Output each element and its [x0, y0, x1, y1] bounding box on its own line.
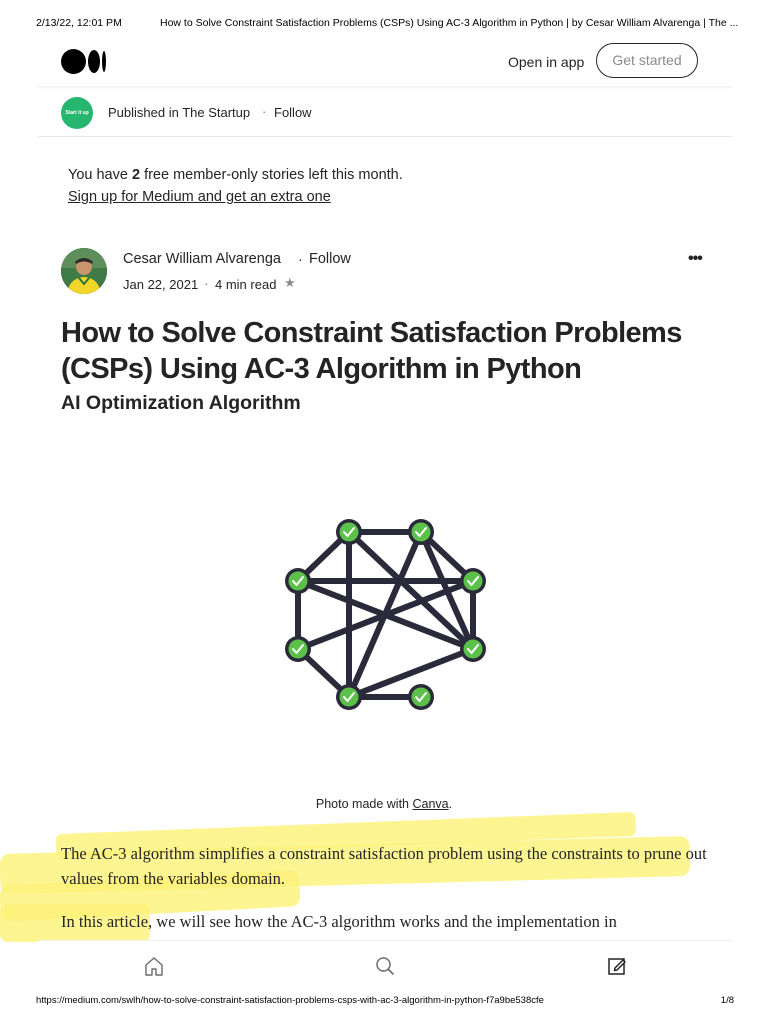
follow-author-link[interactable]: Follow	[309, 251, 351, 267]
graph-node-check-icon	[285, 568, 311, 594]
publication-logo[interactable]: Start it up	[61, 97, 93, 129]
article-subtitle: AI Optimization Algorithm	[61, 392, 301, 414]
separator-dot: ·	[262, 104, 267, 119]
top-navigation-bar	[36, 40, 734, 86]
article-hero-image	[270, 505, 500, 720]
print-datetime: 2/13/22, 12:01 PM	[36, 17, 122, 29]
graph-node-check-icon	[460, 636, 486, 662]
print-doc-title: How to Solve Constraint Satisfaction Problems (CSPs) Using AC-3 Algorithm in Python | by Cesar William Alvarenga | The ...	[160, 17, 739, 29]
medium-logo[interactable]	[61, 49, 107, 75]
print-header	[0, 0, 768, 34]
follow-publication-link[interactable]: Follow	[274, 105, 312, 120]
print-footer	[0, 995, 768, 1015]
print-page-number: 1/8	[720, 995, 734, 1006]
graph-node-check-icon	[408, 519, 434, 545]
graph-node-check-icon	[460, 568, 486, 594]
graph-node-check-icon	[408, 684, 434, 710]
home-icon[interactable]	[143, 955, 165, 977]
image-caption: Photo made with Canva.	[315, 797, 453, 811]
star-icon: ★	[284, 275, 296, 290]
published-in-label[interactable]: Published in The Startup	[108, 105, 251, 120]
bottom-navigation	[38, 940, 732, 990]
graph-node-check-icon	[285, 636, 311, 662]
print-url: https://medium.com/swlh/how-to-solve-constraint-satisfaction-problems-csps-with-ac-3-algorithm-in-python-f7a9be538cfe	[36, 995, 544, 1006]
publish-date: Jan 22, 2021	[123, 277, 199, 292]
free-stories-count: 2	[131, 167, 141, 183]
signup-link[interactable]: Sign up for Medium and get an extra one	[68, 189, 331, 205]
more-icon[interactable]: •••	[688, 250, 702, 267]
open-in-app-link[interactable]: Open in app	[508, 54, 585, 70]
canva-link[interactable]: Canva	[412, 797, 449, 811]
topbar-divider	[38, 86, 732, 89]
publication-bar	[38, 95, 732, 137]
read-time: 4 min read	[215, 277, 277, 292]
member-stories-notice: You have 2 free member-only stories left this month.	[68, 167, 403, 183]
author-name-link[interactable]: Cesar William Alvarenga	[123, 251, 281, 267]
graph-node-check-icon	[336, 684, 362, 710]
author-avatar[interactable]	[61, 248, 107, 294]
get-started-button[interactable]: Get started	[596, 43, 698, 78]
graph-node-check-icon	[336, 519, 362, 545]
constraint-graph-illustration	[270, 505, 500, 720]
separator-dot: ·	[298, 251, 303, 267]
article-paragraph[interactable]: The AC-3 algorithm simplifies a constraint satisfaction problem using the constraints to prune out values from the variables domain.	[61, 844, 707, 888]
write-icon[interactable]	[606, 955, 628, 977]
article-title: How to Solve Constraint Satisfaction Problems (CSPs) Using AC-3 Algorithm in Python	[61, 317, 682, 385]
search-icon[interactable]	[374, 955, 396, 977]
separator-dot: ·	[204, 276, 209, 291]
article-paragraph[interactable]: In this article, we will see how the AC-3 algorithm works and the implementation in	[61, 912, 617, 931]
